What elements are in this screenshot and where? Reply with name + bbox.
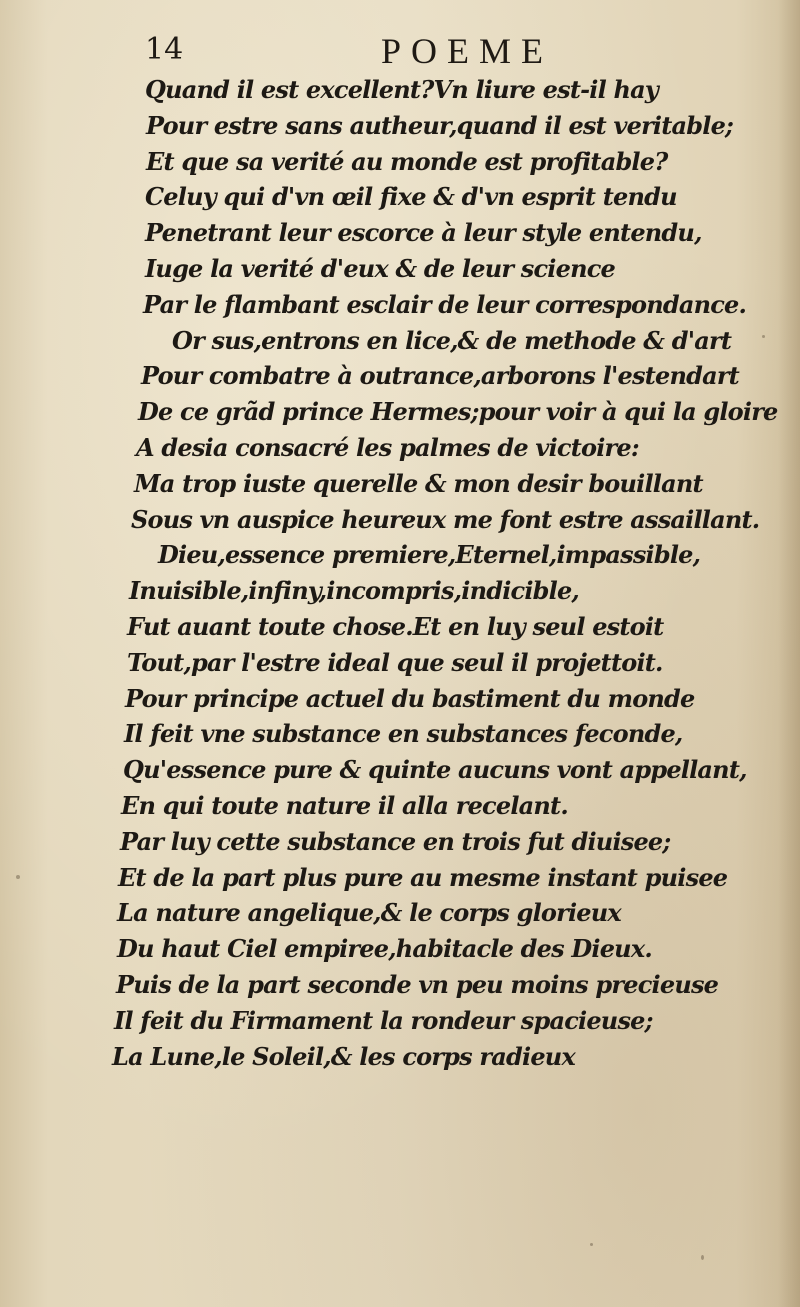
verse-line: Et de la part plus pure au mesme instant puisee [118,862,728,892]
paper-speck [16,875,20,879]
verse-line: Tout,par l'estre ideal que seul il projettoit. [127,647,663,677]
paper-speck [590,1243,593,1246]
verse-line: Pour principe actuel du bastiment du monde [125,683,695,713]
paper-speck [701,1255,704,1260]
verse-line: La Lune,le Soleil,& les corps radieux [112,1041,575,1071]
verse-line: La nature angelique,& le corps glorieux [117,898,621,928]
verse-line: Il feit du Firmament la rondeur spacieuse; [114,1005,653,1035]
verse-line: Sous vn auspice heureux me font estre assaillant. [131,504,760,534]
verse-line: Il feit vne substance en substances feconde, [124,719,683,749]
running-title: POEME [381,31,554,71]
verse-line: Iuge la verité d'eux & de leur science [145,253,616,283]
verse-line: Pour combatre à outrance,arborons l'estendart [141,361,739,391]
verse-line: A desia consacré les palmes de victoire: [136,432,639,462]
poem-text [0,72,800,1074]
verse-line: Par luy cette substance en trois fut diuisee; [120,826,671,856]
verse-line: Par le flambant esclair de leur correspondance. [143,289,747,319]
verse-line: Et que sa verité au monde est profitable? [146,146,668,176]
verse-line: De ce grãd prince Hermes;pour voir à qui la gloire [138,397,778,427]
paper-speck [762,335,765,338]
verse-line: Penetrant leur escorce à leur style entendu, [145,218,702,248]
verse-line: Fut auant toute chose.Et en luy seul estoit [127,611,664,641]
running-head [145,30,615,74]
verse-line: Puis de la part seconde vn peu moins precieuse [116,969,719,999]
verse-line: Quand il est excellent?Vn liure est-il hay [145,75,659,104]
verse-line: Qu'essence pure & quinte aucuns vont appellant, [123,755,747,785]
verse-line: Pour estre sans autheur,quand il est veritable; [146,110,734,140]
verse-line: Du haut Ciel empiree,habitacle des Dieux. [117,934,652,964]
verse-line: Dieu,essence premiere,Eternel,impassible, [158,540,701,570]
page-number: 14 [145,32,184,67]
verse-line: Ma trop iuste querelle & mon desir bouillant [134,468,703,498]
verse-line: Celuy qui d'vn œil fixe & d'vn esprit tendu [145,182,677,212]
verse-line: Or sus,entrons en lice,& de methode & d'art [172,325,732,355]
verse-line: Inuisible,infiny,incompris,indicible, [129,576,579,606]
verse-line: En qui toute nature il alla recelant. [121,790,568,820]
